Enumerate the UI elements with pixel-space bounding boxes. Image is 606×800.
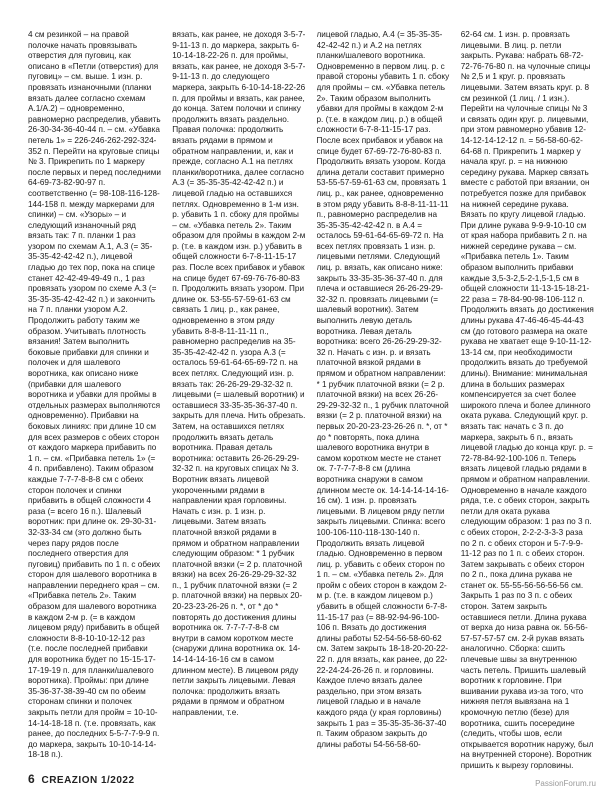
column-text: 4 см резинкой – на правой полочке начать провязывать отверстия для пуговиц, как описано в «Петли (отверстия) для пуговиц» – см. выше. 1 изн. р. провязать изнаночными (планки вязать далее согласно схемам А.1/А.2) – одновременно, равномерно распределив, убавить 26-30-34-36-40-44 п. – см. «Убавка петель 1» = 226-246-262-292-324-352 п. Перейти на круговые спицы № 3. Прикрепить по 1 маркеру после первых и перед последними 64-69-73-82-90-97 п. соответственно (= 98-108-116-128-144-158 п. между маркерами для спинки) – см. «Узоры» – и следующий изнаночный ряд вязать так: 7 п. планки 1 раз узором по схемам А.1, А.3 (= 35-35-35-42-42-42 п.), лицевой гладью до тех пор, пока на спице станет 42-42-49-49-49 п., 1 раз провязать узором по схеме А.3 (= 35-35-35-42-42-42 п.) и закончить на 7 п. планки узором А.2. Продолжить работу таким же образом. Учитывать плотность вязания! Затем выполнить боковые прибавки для спинки и полочек и для шалевого воротника, как описано ниже (прибавки для шалевого воротника и убавки для проймы в отдельных размерах выполняются одновременно). Прибавки на боковых линиях: при длине 10 см для всех размеров с обеих сторон от каждого маркера прибавить по 1 п. – см. «Прибавка петель 1» (= 4 п. прибавлено). Таким образом каждые 7-7-7-8-8-8 см с обеих сторон полочек и спинки прибавить в общей сложности 4 раза (= всего 16 п.). Шалевый воротник: при длине ок. 29-30-31-32-33-34 см (это должно быть через пару рядов после последнего отверстия для пуговиц) прибавить по 1 п. с обеих сторон для шалевого воротника в направлении переднего края – см. «Прибавка петель 2». Таким образом для шалевого воротника в каждом 2-м р. (= в каждом лицевом ряду) прибавить в общей сложности 8-8-10-10-12-12 раз (т.е. после последней прибавки для воротника будет по 15-15-17-17-19-19 п. для планки/шалевого воротника). Проймы: при длине 35-36-37-38-39-40 см по обеим сторонам спинки и полочек закрыть петли для пройм = 10-10-14-14-18-18 п. (т.е. провязать, как ранее, до последних 5-5-7-7-9-9 п. до маркера, закрыть 10-10-14-14-18-18 п.). (28, 30, 161, 760)
page-number: 6 (28, 772, 35, 786)
column-text: вязать, как ранее, не доходя 3-5-7-9-11-13 п. до маркера, закрыть 6-10-14-18-22-26 п. для проймы, вязать, как ранее, не доходя 3-5-7-9-11-13 п. до следующего маркера, закрыть 6-10-14-18-22-26 п. для проймы и вязать, как ранее, до конца. Затем полочки и спинку продолжить вязать раздельно. Правая полочка: продолжить вязать рядами в прямом и обратном направлении, и, как и прежде, согласно А.1 на петлях планки/воротника, далее согласно А.3 (= 35-35-35-42-42-42 п.) и лицевой гладью на оставшихся петлях. Одновременно в 1-м изн. р. убавить 1 п. сбоку для проймы – см. «Убавка петель 2». Таким образом для проймы в каждом 2-м р. (т.е. в каждом изн. р.) убавить в общей сложности 6-7-8-11-15-17 раз. После всех прибавок и убавок на спице будет 67-69-76-76-80-83 п. Продолжить вязать узором. При длине ок. 53-55-57-59-61-63 см связать 1 лиц. р., как ранее, одновременно в этом ряду убавить 8-8-8-11-11-11 п., равномерно распределив на 35-35-35-42-42-42 п. узора А.3 (= осталось 59-61-64-65-69-72 п. на всех петлях. Следующий изн. р. вязать так: 26-26-29-29-32-32 п. лицевыми (= шалевый воротник) и оставшиеся 33-35-35-36-37-40 п. закрыть для плеча. Нить обрезать. Затем, на оставшихся петлях продолжить вязать деталь воротника. Правая деталь воротника: оставить 26-26-29-29-32-32 п. на круговых спицах № 3. Воротник вязать лицевой укороченными рядами в направлении края горловины. Начать с изн. р. 1 изн. р. лицевыми. Затем вязать платочной вязкой рядами в прямом и обратном направлении следующим образом: * 1 рубчик платочной вязки (= 2 р. платочной вязки) на всех 26-26-29-29-32-32 п., 1 рубчик платочной вязки (= 2 р. платочной вязки) на первых 20-20-23-23-26-26 п. *, от * до * повторять до достижения длины воротника ок. 7-7-7-7-8-8 см внутри в самом коротком месте (снаружи длина воротника ок. 14-14-14-14-16-16 см в самом длинном месте). В лицевом ряду петли закрыть лицевыми. Левая полочка: продолжить вязать рядами в прямом и обратном направлении, т.е. (172, 30, 306, 717)
text-column-2 (172, 30, 305, 770)
page-footer (28, 772, 135, 786)
column-text: 62-64 см. 1 изн. р. провязать лицевыми. В лиц. р. петли закрыть. Рукава: набрать 68-72-72-76-76-80 п. на чулочные спицы № 2,5 и 1 круг. р. провязать лицевыми. Затем вязать круг. р. 8 см резинкой (1 лиц. / 1 изн.). Перейти на чулочные спицы № 3 и связать один круг. р. лицевыми, при этом равномерно убавив 12-14-12-14-12-12 п. = 56-58-60-62-64-68 п. Прикрепить 1 маркер у начала круг. р. = на нижнюю середину рукава. Маркер связать вместе с работой при вязании, он потребуется позже для прибавок на нижней середине рукава. Вязать по кругу лицевой гладью. При длине рукава 9-9-9-10-10 см от края набора прибавить 2 п. на нижней середине рукава – см. «Прибавка петель 1». Таким образом выполнить прибавки каждые 3,5-3-2,5-2-1,5-1,5 см в общей сложности 11-13-15-18-21-22 раза = 78-84-90-98-106-112 п. Продолжить вязать до достижения длины рукава 47-46-46-45-44-43 см (до готового размера на окате рукава не хватает еще 9-10-11-12-13-14 см, при необходимости продолжить вязать до требуемой длины). Внимание: минимальная длина в больших размерах компенсируется за счет более широкого плеча и более длинного оката рукава. Следующий круг. р. вязать так: начать с 3 п. до маркера, закрыть 6 п., вязать лицевой гладью до конца круг. р. = 72-78-84-92-100-106 п. Теперь вязать лицевой гладью рядами в прямом и обратном направлении. Одновременно в начале каждого ряда, т.е. с обеих сторон, закрыть петли для оката рукава следующим образом: 1 раз по 3 п. с обеих сторон, 2-2-2-3-3-3 раза по 2 п. с обеих сторон и 5-7-9-9-11-12 раз по 1 п. с обеих сторон. Затем закрывать с обеих сторон по 2 п., пока длина рукава не станет ок. 55-55-56-56-56-56 см. Закрыть 1 раз по 3 п. с обеих сторон. Затем закрыть оставшиеся петли. Длина рукава от верха до низа равна ок. 56-56-57-57-57-57 см. 2-й рукав вязать аналогично. Сборка: сшить плечевые швы за внутреннюю часть петель. Пришить шалевый воротник к горловине. При вшивании рукава из-за того, что нижняя петля вывязана на 1 кромочную петлю (безе) для воротника, сшить посередине (следить, чтобы шов, если открывается воротник наружу, был на внутренней стороне). Воротник пришить к вырезу горловины. (460, 30, 594, 770)
watermark: PassionForum.ru (535, 779, 596, 788)
text-column-1 (28, 30, 161, 770)
text-column-3 (317, 30, 450, 770)
text-column-4 (461, 30, 594, 770)
text-columns (28, 30, 594, 770)
magazine-name: CREAZION 1/2022 (41, 775, 135, 786)
column-text: лицевой гладью, А.4 (= 35-35-35-42-42-42 п.) и А.2 на петлях планки/шалевого воротника. Одновременно в первом лиц. р. с правой стороны убавить 1 п. сбоку для проймы – см. «Убавка петель 2». Таким образом выполнить убавки для проймы в каждом 2-м р. (т.е. в каждом лиц. р.) в общей сложности 6-7-8-11-15-17 раз. После всех прибавок и убавок на спице будет 67-69-72-76-80-83 п. Продолжить вязать узором. Когда длина детали составит примерно 53-55-57-59-61-63 см, провязать 1 лиц. р., как ранее, одновременно в этом ряду убавить 8-8-8-11-11-11 п., равномерно распределив на 35-35-35-42-42-42 п. в А.4 = осталось 59-61-64-65-69-72 п. На всех петлях провязать 1 изн. р. лицевыми петлями. Следующий лиц. р. вязать, как описано ниже: закрыть 33-35-35-36-37-40 п. для плеча и оставшиеся 26-26-29-29-32-32 п. провязать лицевыми (= шалевый воротник). Затем выполнить левую деталь воротника. Левая деталь воротника: всего 26-26-29-29-32-32 п. Начать с изн. р. и вязать платочной вязкой рядами в прямом и обратном направлении: * 1 рубчик платочной вязки (= 2 р. платочной вязки) на всех 26-26-29-29-32-32 п., 1 рубчик платочной вязки (= 2 р. платочной вязки) на первых 20-20-23-23-26-26 п. *, от * до * повторять, пока длина шалевого воротника внутри в самом коротком месте не станет ок. 7-7-7-7-8-8 см (длина воротника снаружи в самом длинном месте ок. 14-14-14-14-16-16 см). 1 изн. р. провязать лицевыми. В лицевом ряду петли закрыть лицевыми. Спинка: всего 100-106-110-118-130-140 п. Продолжить вязать лицевой гладью. Одновременно в первом лиц. р. убавить с обеих сторон по 1 п. – см. «Убавка петель 2». Для пройм с обеих сторон в каждом 2-м р. (т.е. в каждом лицевом р.) убавить в общей сложности 6-7-8-11-15-17 раз (= 88-92-94-96-100-106 п. Вязать до достижения длины работы 52-54-56-58-60-62 см. Затем закрыть 18-18-20-20-22-22 п. для вязать, как ранее, до 22-22-24-24-26-26 п. и горловины. Каждое плечо вязать далее раздельно, при этом вязать лицевой гладью и в начале каждого ряда (у края горловины) закрыть 1 раз = 35-35-35-36-37-40 п. Таким образом закрыть до длины работы 54-56-58-60- (316, 30, 450, 749)
